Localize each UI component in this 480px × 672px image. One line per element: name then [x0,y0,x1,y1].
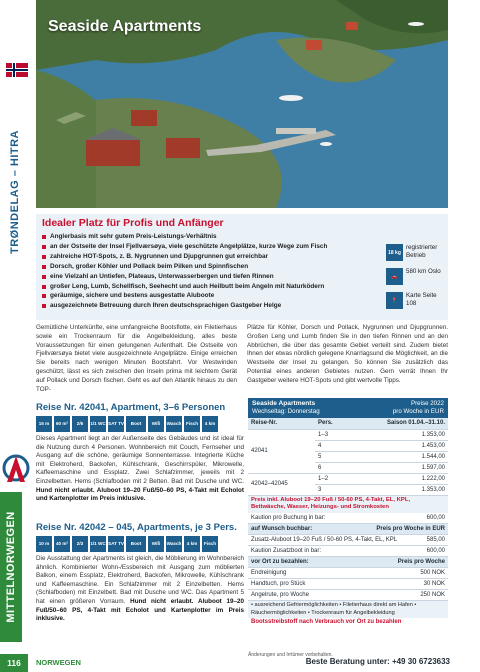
list-item: Dorsch, großer Köhler und Pollack beim Pilken und Spinnfischen [42,262,372,272]
row-nr: 42041 [248,429,315,473]
col-season: Saison 01.04.–31.10. [347,418,448,429]
info-map [386,292,444,309]
list-item: Anglerbasis mit sehr gutem Preis-Leistungs-Verhältnis [42,232,372,242]
listing-description [36,435,244,504]
extra-boat-row [248,535,448,546]
row-pers: 5 [315,451,347,462]
washer-icon: Wasch [166,536,182,552]
onsite-item-value: 250 NOK [420,592,445,599]
row-price: 1.597,00 [347,462,448,473]
hero-title: Seaside Apartments [48,18,202,35]
list-item: ausgezeichnete Betreuung durch Ihren deutschsprachigen Gastgeber Helge [42,301,372,311]
hero-photo [36,0,448,208]
onsite-item-label: Endreinigung [251,570,287,577]
onsite-item-value: 30 NOK [423,581,445,588]
info-text: Karte Seite 108 [406,292,437,307]
extra-deposit-label: Kaution Zusatzboot in bar: [251,548,322,555]
table-header [248,418,448,429]
intro-col-1: Gemütliche Unterkünfte, eine umfangreiche Bootsflotte, ein Filetierhaus sowie ein Trockenraum für die Angelbekleidung, alles beste Voraussetzungen für einen gelungenen Aufenthalt. Die Ostseite von Fjellværsøya bietet viele ausgezeichnete Angelplätze. Einige erreichen Sie bereits nach wenigen Minuten Bootsfahrt. Vor Westwinden geschützt, lässt es sich zwischen den Inseln prima mit leichtem Gerät auf Pollack und Dorsch fischen. Geht es auf den Atlantik hinaus zu den TOP- [36,324,237,393]
onsite-label: vor Ort zu bezahlen: [251,559,309,566]
wifi-icon: Wifi [148,536,164,552]
col-nr: Reise-Nr. [248,418,315,429]
list-item: großer Leng, Lumb, Schellfisch, Seehecht und auch Heilbutt beim Angeln mit Naturködern [42,282,372,292]
onsite-row [248,579,448,590]
price-header [248,398,448,418]
deposit-label: Kaution pro Buchung in bar: [251,515,326,522]
row-price: 1.453,00 [347,440,448,451]
onsite-header [248,557,448,568]
col-pers: Pers. [315,418,347,429]
extra-deposit-row [248,546,448,557]
boat-icon: Boot [126,536,146,552]
listing-text: Die Ausstattung der Apartments ist gleich, die Möblierung im Wohnbereich ähnlich. Kombinierter Wohn-/Essbereich mit Ausgang zum möblierten Balkon, einem Essplatz, Elektroherd, Backofen, Mikrowelle, Kühlschrank und Kaffeemaschine. Ein Schlafzimmer mit 2 Einzelbetten. Hems (Schlafboden) mit Einzelbett. Bad mit Dusche und WC. Das Apartment 5 hat einen größeren Vorraum. [36,555,244,605]
fish-icon: Fisch [202,536,218,552]
list-item: eine Vielzahl an Untiefen, Plateaus, Unterwasserbergen und tiefen Rinnen [42,272,372,282]
page-footer [0,654,480,672]
change-day: Wechseltag: Donnerstag [252,408,320,415]
row-pers: 1–3 [315,429,347,440]
shop-distance-icon: 4 km [184,536,200,552]
extra-boat-label: Zusatz-Aluboot 19–20 Fuß / 50-60 PS, 4-Takt, EL, KPL [251,537,398,544]
shop-distance-icon: 4 km [202,416,218,432]
deposit-value: 600,00 [426,515,445,522]
listing-description [36,555,244,624]
table-row [248,429,448,440]
row-nr: 42042–42045 [248,473,315,495]
listing-text: Dieses Apartment liegt an der Außenseite des Gebäudes und ist ideal für die Nutzung durch 4 Personen. Wohnbereich mit Couch, Fernseher und Ausgang auf die schöne, geräumige Sonnenterrasse. Integrierte Küche mit Elektroherd, Backofen, Kühlschrank, Geschirrspüler, Mikrowelle, Kaffeemaschine und Essplatz. Zwei Schlafzimmer, jeweils mit 2 Einzelbetten. Hems (Schlafboden mit 2 Betten. Bad mit Dusche und WC. [36,435,244,485]
area-icon: 60 m² [54,416,70,432]
intro-text [36,324,448,398]
info-sidebar [386,244,444,316]
region-text: TRØNDELAG – HITRA [9,130,21,254]
bookable-header [248,524,448,535]
facilities-note: • ausreichend Gefriermöglichkeiten • Filetierhaus direkt am Hafen • Räuchermöglichkeiten • Trockenraum für Angelbekleidung [248,601,448,618]
boat-included-note: Preis inkl. Aluboot 19–20 Fuß / 50-60 PS, 4-Takt, EL, KPL, Bettwäsche, Wasser, Heizungs- und Stromkosten [248,496,448,514]
sidebar [0,0,30,672]
features-heading: Idealer Platz für Profis und Anfänger [42,217,224,229]
listing-42042 [36,522,244,624]
rooms-icon: 2/3 [72,536,88,552]
onsite-unit: Preis pro Woche [397,559,445,566]
bookable-unit: Preis pro Woche in EUR [376,526,445,533]
sat-tv-icon: SAT TV [108,416,124,432]
extra-deposit-value: 600,00 [426,548,445,555]
brand-logo-icon [2,452,30,486]
price-year: Preise 2022 [410,400,444,407]
wifi-icon: Wifi [148,416,164,432]
footer-country: NORWEGEN [36,658,81,667]
rooms-icon: 2/6 [72,416,88,432]
row-price: 1.353,00 [347,484,448,495]
features-list [42,232,372,311]
washer-icon: Wasch [166,416,182,432]
deposit-row [248,513,448,524]
listing-title: Reise Nr. 42042 – 045, Apartments, je 3 Pers. [36,522,237,533]
list-item: zahlreiche HOT-Spots, z. B. Nygrunnen und Djupgrunnen gut erreichbar [42,252,372,262]
list-item: geräumige, sichere und bestens ausgestatte Aluboote [42,291,372,301]
area-icon: 40 m² [54,536,70,552]
listing-42041 [36,402,244,504]
price-rows [248,418,448,496]
intro-col-2: Plätze für Köhler, Dorsch und Pollack, Nygrunnen und Djupgrunnen. Großen Leng und Lumb finden Sie in den tiefen Rinnen und an den Abbrüchen, die über das gesamte Gebiet verteilt sind. Zudem bietet Ihnen der etwas nördlich gelegene Knarrlagsund die Möglichkeit, an die Westseite der Insel zu gelangen. So können Sie zusätzlich das Potential eines anderen Gebietes nutzen. Gern verrät Ihnen Ihr Gastgeber weitere HOT-Spots und gibt wertvolle Tipps. [247,324,448,384]
registered-icon: 18 kg [386,244,403,261]
row-pers: 6 [315,462,347,473]
onsite-item-value: 500 NOK [420,570,445,577]
listing-title: Reise Nr. 42041, Apartment, 3–6 Personen [36,402,226,413]
bathroom-icon: 1/1 WC [90,536,106,552]
bathroom-icon: 1/1 WC [90,416,106,432]
row-pers: 3 [315,484,347,495]
sat-tv-icon: SAT TV [108,536,124,552]
listing-bold: Hund nicht erlaubt. Aluboot 19–20 Fuß/50–60 PS, 4-Takt mit Echolot und Kartenplotter im Preis inklusive. [36,486,244,503]
price-unit: pro Woche in EUR [392,408,444,415]
lower-region-text: MITTELNORWEGEN [5,511,17,623]
price-venue: Seaside Apartments [252,400,316,407]
fish-icon: Fisch [184,416,200,432]
boat-icon: Boot [126,416,146,432]
row-price: 1.222,00 [347,473,448,484]
info-text: registrierter Betrieb [406,244,438,259]
fuel-note: Bootsstreibstoff nach Verbrauch vor Ort zu bezahlen [251,618,402,625]
extra-boat-value: 585,00 [426,537,445,544]
features-box [36,214,448,320]
distance-water-icon: 15 m [36,416,52,432]
table-row [248,473,448,484]
car-icon: 🚗 [386,268,403,285]
distance-water-icon: 10 m [36,536,52,552]
amenity-icons [36,536,244,552]
info-registered [386,244,444,261]
norway-flag-icon [6,63,28,77]
page-number: 116 [0,654,28,672]
region-label [2,82,28,302]
bookable-label: auf Wunsch buchbar: [251,526,313,533]
list-item: an der Ostseite der Insel Fjellværsøya, viele geschützte Angelplätze, kurze Wege zum Fisch [42,242,372,252]
onsite-item-label: Angelrute, pro Woche [251,592,309,599]
info-distance [386,268,444,285]
row-price: 1.544,00 [347,451,448,462]
amenity-icons [36,416,244,432]
lower-region-label [0,492,22,642]
row-price: 1.353,00 [347,429,448,440]
price-table [248,398,448,650]
footer-contact: Beste Beratung unter: +49 30 6723633 [305,657,450,666]
disclaimer: Änderungen und Irrtümer vorbehalten. [248,652,333,658]
info-text: 580 km Oslo [406,268,441,275]
onsite-item-label: Handtuch, pro Stück [251,581,306,588]
row-pers: 4 [315,440,347,451]
listing-bold: Hund nicht erlaubt. Aluboot 19–20 Fuß/50–60 PS, 4-Takt mit Echolot und Kartenplotter im Preis inklusive. [36,597,244,623]
onsite-row [248,568,448,579]
onsite-row [248,590,448,601]
row-pers: 1–2 [315,473,347,484]
map-marker-icon: 📍 [386,292,403,309]
